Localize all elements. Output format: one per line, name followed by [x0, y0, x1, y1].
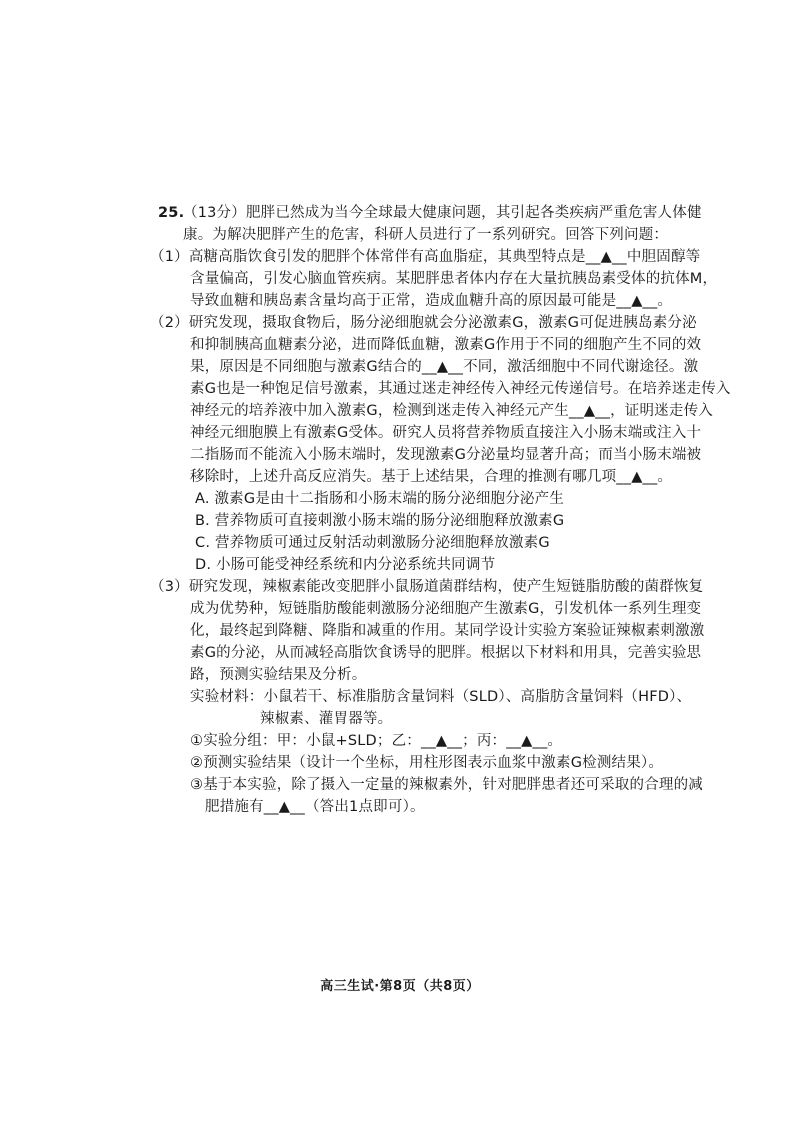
question-line: （3）研究发现，辣椒素能改变肥胖小鼠肠道菌群结构，使产生短链脂肪酸的菌群恢复: [150, 579, 704, 595]
option-a: A. 激素G是由十二指肠和小肠末端的肠分泌细胞分泌产生: [195, 491, 565, 507]
question-line: 移除时，上述升高反应消失。基于上述结果，合理的推测有哪几项__▲__。: [190, 469, 673, 485]
question-line: 神经元细胞膜上有激素G受体。研究人员将营养物质直接注入小肠末端或注入十: [190, 425, 702, 441]
option-d: D. 小肠可能受神经系统和内分泌系统共同调节: [195, 557, 496, 573]
question-line: （2）研究发现，摄取食物后，肠分泌细胞就会分泌激素G，激素G可促进胰岛素分泌: [150, 315, 697, 331]
sub-item-2: ②预测实验结果（设计一个坐标，用柱形图表示血浆中激素G检测结果）。: [190, 755, 664, 771]
sub-item-3-cont: 肥措施有__▲__（答出1点即可）。: [205, 799, 425, 815]
sub-item-3: ③基于本实验，除了摄入一定量的辣椒素外，针对肥胖患者还可采取的合理的减: [190, 777, 703, 793]
question-line: 和抑制胰高血糖素分泌，进而降低血糖，激素G作用于不同的细胞产生不同的效: [190, 337, 702, 353]
question-line: 化，最终起到降糖、降脂和减重的作用。某同学设计实验方案验证辣椒素刺激激: [190, 623, 705, 639]
materials-line: 实验材料：小鼠若干、标准脂肪含量饲料（SLD）、高脂肪含量饲料（HFD）、: [190, 689, 692, 705]
question-line: 二指肠而不能流入小肠末端时，发现激素G分泌量均显著升高；而当小肠末端被: [190, 447, 702, 463]
option-c: C. 营养物质可通过反射活动刺激肠分泌细胞释放激素G: [195, 535, 550, 551]
question-line: 导致血糖和胰岛素含量均高于正常，造成血糖升高的原因最可能是__▲__。: [190, 293, 673, 309]
question-line: 路，预测实验结果及分析。: [190, 667, 367, 683]
question-line: 神经元的培养液中加入激素G，检测到迷走传入神经元产生__▲__，证明迷走传入: [190, 403, 713, 419]
question-line: 含量偏高，引发心脑血管疾病。某肥胖患者体内存在大量抗胰岛素受体的抗体M，: [190, 271, 718, 287]
question-line: 果，原因是不同细胞与激素G结合的__▲__不同，激活细胞中不同代谢途径。激: [190, 359, 699, 375]
sub-item-1: ①实验分组：甲：小鼠+SLD；乙：__▲__；丙：__▲__。: [190, 733, 563, 749]
question-line: 康。为解决肥胖产生的危害，科研人员进行了一系列研究。回答下列问题：: [183, 227, 669, 243]
question-number: 25.: [158, 205, 185, 221]
question-line: （1）高糖高脂饮食引发的肥胖个体常伴有高血脂症，其典型特点是__▲__中胆固醇等: [150, 249, 701, 265]
question-line: 成为优势种，短链脂肪酸能刺激肠分泌细胞产生激素G，引发机体一系列生理变: [190, 601, 702, 617]
question-line: （13分）肥胖已然成为当今全球最大健康问题，其引起各类疾病严重危害人体健: [183, 205, 702, 221]
page-footer: 高三生试·第8页（共8页）: [320, 979, 480, 994]
materials-line: 辣椒素、灌胃器等。: [260, 711, 393, 727]
question-line: 素G的分泌，从而减轻高脂饮食诱导的肥胖。根据以下材料和用具，完善实验思: [190, 645, 702, 661]
option-b: B. 营养物质可直接刺激小肠末端的肠分泌细胞释放激素G: [195, 513, 565, 529]
question-line: 素G也是一种饱足信号激素，其通过迷走神经传入神经元传递信号。在培养迷走传入: [190, 381, 731, 397]
